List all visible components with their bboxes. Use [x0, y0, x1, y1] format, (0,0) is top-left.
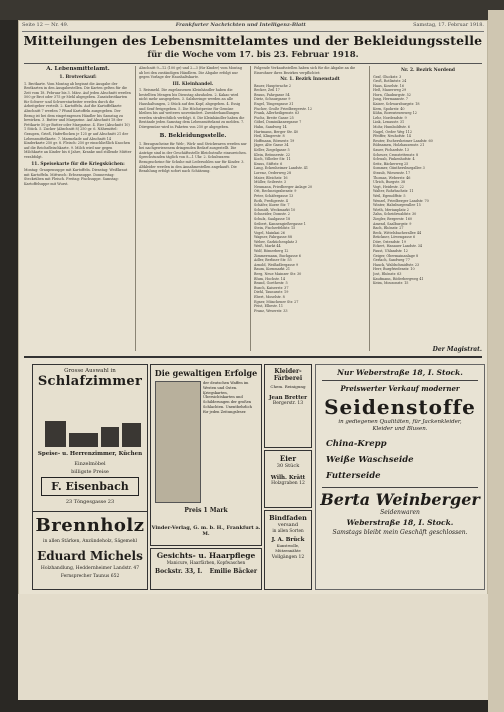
shop-list [373, 75, 483, 286]
ad-text: Einzelmöbel [74, 461, 106, 467]
ad-divider [33, 511, 147, 512]
ad-text: in allen Stärken, Anzündeholz, Sägemehl [43, 539, 137, 544]
list-item: Jung, Hermannstr. 7 [373, 97, 408, 102]
list-item: Schneider, Domstr. 2 [254, 212, 290, 217]
ad-text: Speise- u. Herrenzimmer, Küchen [37, 451, 143, 457]
ad-phone: Fernsprecher Taunus 652 [60, 574, 120, 579]
shop-list [254, 84, 366, 314]
list-item: Winter, Habsburgerallee 15 [373, 203, 421, 208]
list-item: Engel, Töngesgasse 31 [254, 102, 294, 107]
ad-headline: Bindfaden [269, 514, 307, 522]
list-item: Fuchs, Breite Gasse 25 [254, 115, 294, 120]
list-item: Dietz, Schnurgasse 9 [254, 97, 291, 102]
ad-headline: Kleider- [274, 368, 302, 375]
list-item: Brückner, Löwengasse 6 [373, 235, 416, 240]
page-bottom-margin [18, 594, 488, 700]
list-item: Ziegler, Bergerstr. 160 [373, 216, 413, 221]
ad-company: Emilie Bäcker [209, 568, 257, 575]
ad-address: Weberstraße 18, I. Stock. [346, 518, 454, 527]
ad-eggs [264, 450, 312, 508]
list-item: Bach, Rhönstr. 27 [373, 226, 404, 231]
ad-text: Samstags bleibt mein Geschäft geschlossen. [332, 529, 468, 536]
list-item: Maier, Bleichstr. 16 [254, 175, 288, 180]
list-item: Blum, Hochstr. 14 [254, 276, 286, 281]
list-item: Ebert, Moselstr. 8 [254, 295, 285, 299]
list-intro: Folgende Verkaufsstellen haben sich für die Abgabe an die Einwohner ihres Bezirkes verpflichtet: [254, 66, 356, 75]
ad-text: der deutschen Waffen im Westen und Osten. Kriegskarten, Übersichtskarten und Schilderungen der großen Schlachten. Unentbehrlich für jeden Zeitungsleser. [203, 381, 252, 414]
subsection-heading: 1. Brotverkauf: [59, 75, 97, 80]
article-text-clothing: 1. Bezugsscheine für Web-, Wirk- und Strickwaren werden nur bei nachgewiesenem dringenden Bedarf ausgestellt. Die Anträge sind in der Geschäftsstelle Bleichstraße einzureichen. Sprechstunden täglich von 8—1 Uhr. 2. Schuhwaren: Bezugsscheine für Schuhe mit Ledersohlen nur für Kinder. 3. Altkleider werden in den Annahmestellen angekauft. Die Bezahlung erfolgt sofort nach Schätzung. [139, 141, 247, 174]
list-item: Hoffmann, Börnestr. 19 [254, 138, 295, 143]
list-item: Adler, Berliner Str. 55 [254, 258, 292, 263]
list-item: Zimmermann, Buchgasse 6 [254, 253, 301, 258]
column-rule [135, 66, 136, 351]
list-item: Sauer, Fichardstr. 13 [373, 148, 410, 152]
article-text-kitchen: Montag: Graupensuppe mit Kartoffeln. Dienstag: Weißkraut mit Kartoffeln. Mittwoch: Erbsensuppe. Donnerstag: Steckrüben mit Fleisch. Freitag: Fischsuppe. Samstag: Kartoffelsuppe mit Wurst. [24, 168, 128, 186]
list-item: Hahn, Sandweg 14 [254, 125, 287, 130]
column-food-office [24, 66, 132, 351]
list-item: Göbel, Dominikanergasse 7 [254, 120, 302, 125]
article-text-retail: 1. Reismehl. Die zugelassenen Kleinhändler haben die bestellten Mengen bis Dienstag abzuholen. 2. Kakao wird nicht mehr ausgegeben. 3. Salzheringe werden an alle Haushaltungen, 2 Stück auf den Kopf, abgegeben. 4. Essig und Senf freigegeben. 5. Die Höchstpreise für Gemüse bleiben bis auf weiteres unverändert. Zuwiderhandlungen werden strafrechtlich verfolgt. 6. Die Kleinhändler haben die Bestände jeden Samstag dem Lebensmittelamt zu melden. 7. Dörrgemüse wird in Paketen von 250 gr abgegeben. [139, 88, 245, 130]
list-item: Kaiser, Schwarzburgstr. 18 [373, 102, 420, 107]
list-item: Frank, Allerheiligenstr. 63 [254, 111, 300, 116]
ad-company: J. A. Brück [271, 537, 305, 543]
list-item: Kern, Spohrstr. 40 [373, 106, 405, 111]
ad-headline: Die gewaltigen Erfolge [154, 368, 258, 378]
divider-ads [24, 356, 482, 358]
ad-company: Wilh. Krätt [270, 475, 306, 481]
ad-address: Bergerstr. 13 [272, 401, 304, 406]
list-item: Zahn, Scheidswaldstr. 30 [373, 212, 417, 217]
list-item: Hartmann, Berger Str. 40 [254, 129, 299, 134]
list-item: Seitz, Bäckerweg 25 [373, 161, 409, 166]
list-item: Vogt, Heidestr. 22 [373, 184, 404, 189]
list-item: Gerlach, Sandweg 77 [373, 258, 410, 263]
ad-hair-care [150, 548, 262, 590]
list-item: Sommer, Günthersburgallee 3 [373, 166, 425, 171]
ad-item: Futterseide [326, 471, 381, 481]
ad-text: Grosse Auswahl in [64, 368, 116, 374]
list-item: Herr, Burgfriedenstr. 10 [373, 267, 415, 272]
ad-text: in gediegenen Qualitäten, für Jackenkleider, Kleider und Blusen. [338, 419, 462, 432]
list-item: Wolf, Römerberg 12 [254, 249, 289, 254]
list-item: Wirth, Merianplatz 2 [373, 207, 409, 212]
subsection-heading-kitchen: 11. Speisekarte für die Kriegsküchen: [31, 161, 125, 167]
ad-text: in allen Sorten [272, 528, 304, 533]
list-item: Stein, Fischerfeldstr. 15 [254, 226, 296, 231]
column-rule [250, 66, 251, 351]
list-item: Braun, Fahrgasse 54 [254, 92, 290, 97]
ad-headline: Färberei [273, 375, 303, 382]
ad-text: Preiswerter Verkauf moderner [340, 384, 460, 393]
ad-company: Berta Weinberger [320, 490, 480, 509]
list-heading: Nr. 2. Bezirk Nordend [400, 68, 456, 73]
list-item: Heß, Mauerweg 29 [373, 88, 407, 93]
list-item: Weil, Egenolffstr. 5 [373, 193, 406, 198]
list-item: Kühn, Bornwiesenweg 12 [373, 111, 417, 116]
ad-item: Weiße Waschseide [326, 455, 414, 465]
column-retail [139, 66, 247, 351]
list-item: Egner, Münchener Str. 27 [254, 299, 299, 304]
list-item: Reuter, Eschersheimer Landstr. 60 [373, 138, 433, 143]
ad-company: F. Eisenbach [41, 477, 139, 496]
ad-text: 30 Stück [276, 463, 300, 469]
list-item: Wagner, Fahrgasse 88 [254, 235, 292, 240]
list-item: Groß, Rotlintstr. 24 [373, 79, 407, 84]
ad-headline: Seidenstoffe [324, 395, 476, 419]
list-item: Koch, Vilbeler Str. 11 [254, 157, 291, 162]
ad-twine [264, 510, 312, 590]
adjacent-page-edge [488, 10, 504, 712]
list-item: Fischer, Große Friedbergerstr. 12 [254, 106, 313, 111]
list-item: Schäfer, Kurze Str. 7 [254, 203, 290, 208]
list-item: Baum, Kornmarkt 21 [254, 267, 291, 272]
list-item: Becker, Zeil 17 [254, 88, 280, 93]
list-item: Schwab, Finkenhofstr. 4 [373, 157, 415, 162]
list-item: Faust, Uhlandstr. 12 [373, 249, 408, 254]
list-item: Beck, Wittelsbacherallee 44 [373, 230, 422, 235]
list-item: Mohr, Humboldtstr. 6 [373, 125, 410, 130]
list-item: Busch, Kaiserstr. 37 [254, 285, 289, 290]
list-item: Klein, Brönnerstr. 22 [254, 152, 291, 157]
list-item: Seibert, Kannengießergasse 1 [254, 221, 306, 226]
list-item: Walter, Rohrbachstr. 11 [373, 189, 414, 194]
ad-cleaning [264, 364, 312, 448]
ad-price: Preis 1 Mark [184, 507, 228, 514]
ad-headline-wood: Brennholz [35, 515, 145, 536]
ad-publisher: Vinder-Verlag, G. m. b. H., Frankfurt a. M. [151, 525, 261, 537]
list-item: Nagel, Oeder Weg 112 [373, 129, 413, 134]
list-item: Hauck, Waldschmidtstr. 23 [373, 262, 420, 267]
list-item: Keim, Mousonstr. 15 [373, 281, 409, 286]
furniture-illustration [45, 421, 141, 447]
list-item: Haas, Koselstr. 16 [373, 83, 405, 88]
page-title: Mitteilungen des Lebensmittelamtes und der Bekleidungsstelle [23, 33, 483, 48]
list-heading: Nr. 1. Bezirk Innenstadt [280, 77, 340, 83]
list-item: Ott, Rechneigrabenstr. 9 [254, 189, 297, 194]
ad-text: Manicure, Haarfärben, Kopfwaschen [166, 560, 246, 565]
list-item: Jost, Rhönstr. 63 [373, 272, 402, 277]
ad-company: Eduard Michels [37, 549, 143, 563]
list-item: Lang, Eckenheimer Landstr. 41 [254, 166, 309, 171]
list-item: Kraus, Stiftstr. 6 [254, 161, 283, 166]
ad-item: China-Krepp [326, 439, 387, 449]
ad-furniture [32, 364, 148, 590]
divider-top [24, 63, 482, 64]
ad-headline: Eier [279, 454, 297, 463]
list-item: Straub, Wiesenstr. 17 [373, 170, 411, 175]
ad-text: Seidenwaren [380, 509, 420, 516]
ad-text: billigste Preise [71, 469, 109, 475]
list-item: Weiß, Markt 44 [254, 244, 281, 249]
list-item: Neumann, Friedberger Anlage 20 [254, 184, 313, 189]
article-text: 1. Brotkarte. Vom Montag ab beginnt die Ausgabe der Brotkarten in den Ausgabestellen. Die Karten gelten für die Zeit vom 18. Februar bis 3. März. Auf jeden Abschnitt werden 500 gr Brot oder 375 gr Mehl abgegeben. Zusatzbrotkarten für Schwer- und Schwerstarbeiter werden durch die Arbeitgeber verteilt. 2. Kartoffeln. Auf die Kartoffelkarte Abschnitt 7 werden 7 Pfund Kartoffeln ausgegeben. Der Bezug ist bei dem eingetragenen Händler bis Samstag zu bewirken. 3. Butter und Margarine. Auf Abschnitt 18 der Fettkarte 50 gr Butter oder Margarine. 4. Eier (Abschnitt 10) 1 Stück. 5. Zucker (Abschnitt 8) 250 gr. 6. Nährmittel: Graupen, Grieß, Haferflocken je 125 gr auf Abschnitt 21 der Lebensmittelkarte. 7. Marmelade auf Abschnitt 14 Kinderkarte 250 gr. 8. Fleisch: 250 gr einschließlich Knochen auf die Reichsfleischkarte. 9. Milch wird nur gegen Milchkarte an Kinder bis 6 Jahre, Kranke und stillende Mütter verabfolgt. [24, 81, 132, 159]
ad-address: Vollgängen 12 [271, 555, 305, 560]
list-item: Vogel, Mainkai 26 [254, 230, 285, 235]
list-item: Roth, Predigerstr. 4 [254, 198, 288, 203]
ad-text: Kunstwolle, Mützennähte [275, 543, 301, 553]
list-item: Wenzel, Friedberger Landstr. 70 [373, 198, 429, 203]
section-heading: A. Lebensmittelamt. [46, 66, 110, 72]
list-item: Schmidt, Weckmarkt 10 [254, 207, 296, 212]
newspaper-page [18, 20, 488, 700]
list-item: Dörr, Ostendstr. 19 [373, 239, 406, 244]
list-item: Heil, Klingerstr. 8 [254, 134, 285, 139]
map-illustration [155, 381, 201, 503]
header-center: Frankfurter Nachrichten und Intelligenz-Blatt [175, 22, 306, 28]
ad-text: Chem. Reinigung [270, 384, 306, 389]
list-item: Thomas, Weberstr. 46 [373, 175, 411, 180]
ad-headline: Schlafzimmer [37, 374, 143, 389]
list-item: Keller, Ziegelgasse 5 [254, 148, 290, 152]
list-item: Feist, Elbestr. 11 [254, 304, 284, 309]
list-item: Amend, Saalburgstr. 9 [373, 221, 412, 226]
list-item: Schulz, Saalgasse 18 [254, 216, 291, 221]
list-item: Franz, Weserstr. 33 [254, 308, 288, 313]
ad-address: Holzgraben 12 [271, 481, 305, 486]
list-item: Arnold, Weißadlergasse 9 [254, 262, 299, 267]
list-item: Pfeiffer, Neuhofstr. 14 [373, 134, 411, 139]
column-rule [369, 66, 370, 351]
ad-text: Nur Weberstraße 18, I. Stock. [337, 368, 463, 377]
header-right: Samstag, 17. Februar 1918. [413, 22, 484, 28]
header-left: Seite 12 — Nr. 49. [22, 22, 69, 28]
list-item: Peter, Schäfergasse 13 [254, 193, 294, 198]
list-item: Brand, Goethestr. 5 [254, 281, 288, 286]
ad-text: versand [277, 522, 299, 528]
section-heading-clothing: B. Bekleidungsstelle. [159, 132, 227, 139]
list-item: Eckert, Hanauer Landstr. 34 [373, 244, 423, 249]
list-item: Bauer, Hauptwache 2 [254, 83, 292, 88]
ad-address: 23 Töngesgasse 23 [65, 499, 115, 505]
list-item: Link, Lenaustr. 31 [373, 120, 405, 125]
list-item: Lehr, Nordendstr. 9 [373, 115, 407, 120]
scan-border-top [0, 0, 504, 20]
ad-address: Bockstr. 33, I. [155, 568, 203, 575]
list-item: Rübsamen, Holzhausenstr. 21 [373, 143, 425, 148]
list-item: Scheuer, Cronstettenstr. 8 [373, 152, 419, 157]
list-item: Horn, Glauburgstr. 52 [373, 92, 411, 97]
list-item: Weber, Garküchenplatz 3 [254, 239, 298, 244]
ad-company: Jean Bretter [268, 395, 308, 401]
page-subtitle: für die Woche vom 17. bis 23. Februar 1918. [147, 50, 359, 60]
ad-address: Holzhandlung, Heddernheimer Landstr. 47 [40, 566, 140, 571]
list-item: Berg, Neue Mainzer Str. 30 [254, 272, 302, 277]
column-shop-list-2 [373, 66, 483, 342]
list-item: Ulrich, Burgstr. 38 [373, 180, 406, 185]
article-text-intro: Abschnitt 9—12 (100 gr) und 2—3 (für Kinder) vom Montag ab bei den zuständigen Händlern. Die Abgabe erfolgt nur gegen Vorlage der Haushaltskarte. [139, 66, 242, 80]
ad-headline: Gesichts- u. Haarpflege [156, 551, 256, 560]
ad-book [150, 364, 262, 546]
ad-silk [315, 364, 485, 590]
list-item: Müller, Seilerstr. 3 [254, 180, 287, 185]
list-item: Graf, Gluckstr. 3 [373, 74, 402, 79]
list-item: Lorenz, Oederweg 28 [254, 170, 292, 175]
column-shop-list-1 [254, 66, 366, 351]
signature: Der Magistrat. [432, 346, 482, 353]
page-header [22, 22, 484, 32]
list-item: Geiger, Obermainanlage 8 [373, 253, 419, 258]
subsection-heading-retail: III. Kleinhandel. [172, 81, 214, 87]
list-item: Kaufmann, Röderbergweg 41 [373, 276, 424, 281]
list-item: Diehl, Taunusstr. 19 [254, 290, 289, 295]
list-item: Jäger, Alte Gasse 34 [254, 143, 289, 148]
